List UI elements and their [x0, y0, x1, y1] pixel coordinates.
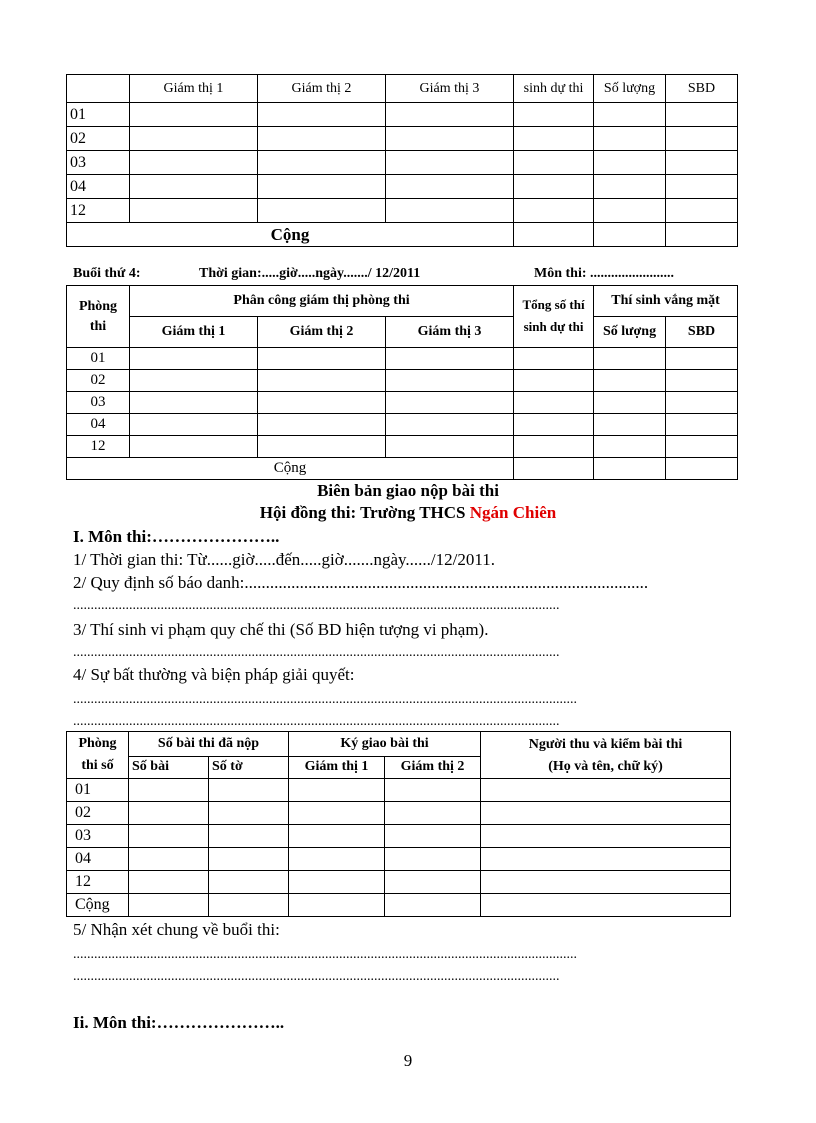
header-receiver-line2: (Họ và tên, chữ ký)	[548, 759, 663, 774]
section-2-subject: Ii. Môn thi:…………………..	[73, 1013, 285, 1032]
section-1-subject: I. Môn thi:…………………..	[73, 527, 280, 546]
council-prefix: Hội đồng thi: Trường THCS	[259, 503, 470, 522]
header-submitted-count: Số bài thi đã nộp	[129, 732, 289, 757]
table-row	[67, 779, 731, 802]
session4-assignment-table	[66, 285, 738, 480]
item-exam-time: 1/ Thời gian thi: Từ......giờ.....đến.....giờ.......ngày....../12/2011.	[73, 550, 495, 569]
total-row	[67, 894, 731, 917]
room-number: 01	[67, 103, 130, 127]
item-irregularities: 4/ Sự bất thường và biện pháp giải quyết:	[73, 665, 355, 684]
table-row	[67, 802, 731, 825]
header-assignment: Phân công giám thị phòng thi	[130, 286, 514, 317]
table-row	[67, 392, 738, 414]
header-quantity: Số lượng	[594, 317, 666, 348]
room-number: 02	[67, 802, 129, 825]
table-row	[67, 825, 731, 848]
header-supervisor-1: Giám thị 1	[130, 75, 258, 103]
header-room-line2: thi số	[81, 758, 114, 773]
room-number: 03	[67, 151, 130, 175]
session-time: Thời gian:.....giờ.....ngày......./ 12/2011	[199, 266, 421, 281]
room-number: 02	[67, 370, 130, 392]
room-number: 12	[67, 199, 130, 223]
header-sbd: SBD	[666, 75, 738, 103]
minutes-title: Biên bản giao nộp bài thi	[317, 481, 499, 500]
header-room: Phòng thi	[67, 286, 130, 348]
header-total-candidates	[514, 286, 594, 348]
item-general-remarks-continued-2: ...........................................................................................................................................	[73, 969, 560, 984]
item-general-remarks: 5/ Nhận xét chung về buổi thi:	[73, 920, 280, 939]
total-row	[67, 458, 738, 480]
council-line	[0, 503, 816, 523]
item-general-remarks-continued-1: ................................................................................................................................................	[73, 947, 577, 962]
header-supervisor-2: Giám thị 2	[258, 75, 386, 103]
item-candidate-number-rule: 2/ Quy định số báo danh:...............................................................................................	[73, 573, 649, 592]
header-absent: Thí sinh vắng mặt	[594, 286, 738, 317]
total-label: Cộng	[67, 894, 129, 917]
session-subject: Môn thi: ........................	[534, 266, 674, 281]
table-row	[67, 175, 738, 199]
header-supervisor-3: Giám thị 3	[386, 317, 514, 348]
header-quantity: Số lượng	[594, 75, 666, 103]
item-violations-continued: ...........................................................................................................................................	[73, 645, 560, 660]
header-room-line1: Phòng	[78, 736, 117, 751]
header-supervisor-1: Giám thị 1	[130, 317, 258, 348]
header-sbd: SBD	[666, 317, 738, 348]
header-supervisor-1: Giám thị 1	[289, 756, 385, 778]
total-label: Cộng	[67, 223, 514, 247]
school-name: Ngán Chiên	[469, 503, 557, 522]
header-sheet-count: Số tờ	[209, 756, 289, 778]
room-number: 04	[67, 848, 129, 871]
header-receiver	[481, 732, 731, 779]
table-row	[67, 871, 731, 894]
header-total-line2: sinh dự thi	[523, 319, 584, 334]
item-violations: 3/ Thí sinh vi phạm quy chế thi (Số BD hiện tượng vi phạm).	[73, 620, 489, 639]
header-candidates: sinh dự thi	[514, 75, 594, 103]
table-row	[67, 199, 738, 223]
item-irregularities-continued-1: ................................................................................................................................................	[73, 692, 577, 707]
session3-assignment-table	[66, 74, 738, 247]
room-number: 01	[67, 779, 129, 802]
session-label: Buổi thứ 4:	[73, 266, 141, 281]
item-candidate-number-rule-continued: ...........................................................................................................................................	[73, 598, 560, 613]
room-number: 03	[67, 825, 129, 848]
header-handover-sign: Ký giao bài thi	[289, 732, 481, 757]
room-number: 01	[67, 348, 130, 370]
submission-table	[66, 731, 731, 917]
room-number: 12	[67, 871, 129, 894]
table-row	[67, 370, 738, 392]
room-number: 04	[67, 175, 130, 199]
room-number: 02	[67, 127, 130, 151]
room-number: 03	[67, 392, 130, 414]
room-number: 04	[67, 414, 130, 436]
header-supervisor-2: Giám thị 2	[385, 756, 481, 778]
table-row	[67, 848, 731, 871]
table-row	[67, 127, 738, 151]
room-number: 12	[67, 436, 130, 458]
header-empty	[67, 75, 130, 103]
table-row	[67, 151, 738, 175]
table-row	[67, 103, 738, 127]
header-total-line1: Tổng số thí	[522, 297, 585, 312]
header-receiver-line1: Người thu và kiểm bài thi	[528, 737, 683, 752]
total-label: Cộng	[67, 458, 514, 480]
header-paper-count: Số bài	[129, 756, 209, 778]
table-row	[67, 436, 738, 458]
item-irregularities-continued-2: ...........................................................................................................................................	[73, 714, 560, 729]
table-row	[67, 414, 738, 436]
header-supervisor-2: Giám thị 2	[258, 317, 386, 348]
header-room	[67, 732, 129, 779]
table-row	[67, 348, 738, 370]
total-row	[67, 223, 738, 247]
header-supervisor-3: Giám thị 3	[386, 75, 514, 103]
page-number: 9	[403, 1051, 413, 1070]
